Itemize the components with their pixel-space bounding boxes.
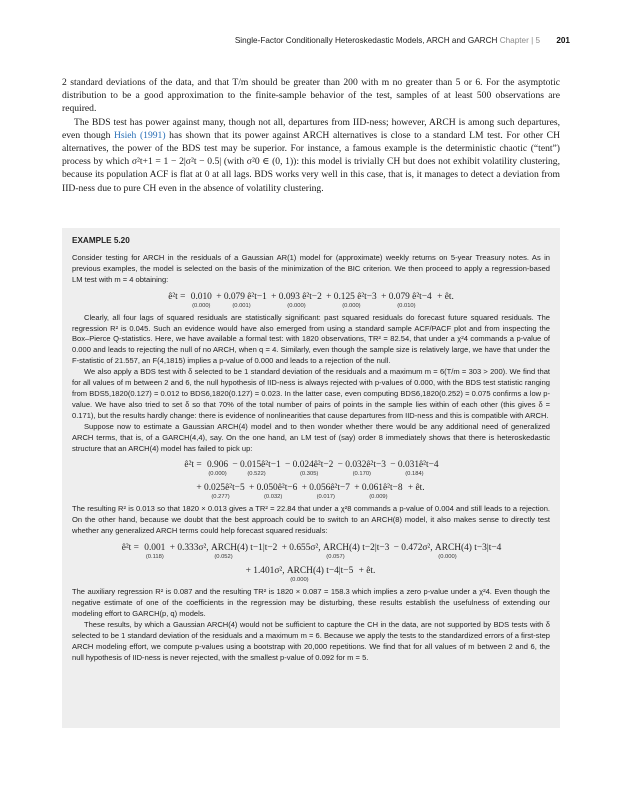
eq1-tail: + êt.: [437, 291, 454, 302]
eq2-term: + 0.061ê²t−8 (0.009): [354, 483, 403, 501]
paragraph-2-a: The BDS test has power against many, though not all, departures from IID-ness; however, ARCH is among such departures, even though: [62, 116, 560, 141]
eq3-term: + 0.655σ², ARCH(4) t−2|t−3 (0.057): [281, 543, 390, 561]
eq2-term: + 0.025ê²t−5 (0.277): [196, 483, 245, 501]
eq1-lhs: ê²t =: [168, 291, 186, 302]
eq1-term: + 0.125 ê²t−3 (0.000): [326, 291, 377, 309]
header-title: Single-Factor Conditionally Heteroskedastic Models, ARCH and GARCH: [234, 36, 498, 45]
equation-3a: [72, 542, 550, 560]
page-number: 201: [556, 36, 570, 45]
example-title: EXAMPLE 5.20: [72, 236, 130, 245]
eq2-term: − 0.024ê²t−2 (0.305): [285, 460, 334, 478]
example-box: [62, 228, 560, 728]
equation-3b: [72, 565, 550, 583]
running-header: [0, 36, 570, 45]
main-text: [62, 76, 560, 195]
eq1-term: 0.010 (0.000): [190, 291, 212, 309]
eq1-term: + 0.079 ê²t−4 (0.010): [381, 291, 432, 309]
example-paragraph-2: Clearly, all four lags of squared residuals are statistically significant: past squared residuals do forecast future squared residuals. The regression R² is 0.045. Such an evidence would have also emerged from using a standard sample ACF/PACF plot and from inspecting the Box–Pierce Q-statistics. Here, we have available a formal test: with 1820 observations, TR² = 82.54, that under a χ²4 commands a p-value of 0.000 and leads to rejecting the null of no ARCH, when q = 4. Similarly, even though the sample size is relatively large, we have that under the F-statistic of 21.557, an F(4,1815) implies a p-value of 0.000 and leads to a rejection of the null.: [72, 312, 550, 366]
eq3-tail: + êt.: [358, 566, 376, 577]
eq1-term: + 0.079 ê²t−1 (0.001): [216, 291, 267, 309]
eq2-term: − 0.031ê²t−4 (0.184): [390, 460, 439, 478]
eq3-term: 0.001 (0.118): [144, 543, 166, 561]
equation-2b: [72, 482, 550, 500]
equation-2a: [72, 459, 550, 477]
eq1-term: + 0.093 ê²t−2 (0.000): [271, 291, 322, 309]
paragraph-2-b: has shown that its power against ARCH alternatives is close to a standard LM test. For other CH alternatives, the power of the BDS test may be superior. For instance, a famous example is the deterministic chaotic (“tent”) process by which σ²t+1 = 1 − 2|σ²t − 0.5| (with σ²0 ∈ (0, 1)): this model is trivially CH but does not exhibit volatility clustering, because its population ACF is flat at 0 at all lags. BDS works very well in this case, that is, it manages to detect a deviation from IID-ness due to pure CH even in the absence of volatility clustering.: [62, 129, 561, 194]
example-paragraph-5: The resulting R² is 0.013 so that 1820 × 0.013 gives a TR² = 22.84 that under a χ²8 commands a p-value of 0.004 and still leads to a rejection. On the other hand, because we doubt that the best approach could be to switch to an ARCH(8) model, it also makes sense to directly test whether any generalized ARCH terms could help forecast squared residuals:: [72, 504, 550, 536]
eq3-term: + 1.401σ², ARCH(4) t−4|t−5 (0.000): [245, 566, 354, 584]
eq3-lhs: ê²t =: [121, 543, 139, 554]
eq3-term: − 0.472σ², ARCH(4) t−3|t−4 (0.000): [393, 543, 502, 561]
eq2-term: − 0.032ê²t−3 (0.170): [337, 460, 386, 478]
eq2-term: 0.906 (0.000): [206, 460, 229, 478]
eq2-term: + 0.050ê²t−6 (0.032): [249, 483, 298, 501]
example-paragraph-6: The auxiliary regression R² is 0.087 and the resulting TR² is 1820 × 0.087 = 158.3 which implies a zero p-value under a χ²4. Even though the negative estimate of one of the coefficients in the regression may be disturbing, these results establish the usefulness of extending our modeling effort to GARCH(p, q) models.: [72, 587, 550, 618]
example-paragraph-1: Consider testing for ARCH in the residuals of a Gaussian AR(1) model for (approximate) weekly returns on 5-year Treasury notes. As in previous examples, the model is selected on the basis of the minimization of the BIC criterion. We then proceed to apply a regression-based LM test with m = 4 obtaining:: [72, 252, 550, 284]
paragraph-1: 2 standard deviations of the data, and that T/m should be greater than 200 with m no greater than 5 or 6. For the asymptotic distribution to be a good approximation to the finite-sample behavior of the test, samples of at least 500 observations are required.: [62, 77, 560, 115]
example-paragraph-7: These results, by which a Gaussian ARCH(4) would not be sufficient to capture the CH in the data, are not supported by BDS tests with δ selected to be 1 standard deviation of the residuals and a maximum m = 6. Because we apply the tests to the standardized errors of a first-step ARCH modeling effort, we compute p-values using a bootstrap with 20,000 repetitions. We find that for all values of m between 2 and 6, the null hypothesis of IID-ness is never rejected, with the smallest p-value of 0.092 for m = 5.: [72, 619, 550, 662]
example-paragraph-3: We also apply a BDS test with δ selected to be 1 standard deviation of the residuals and a maximum m = 6(T/m = 303 > 200). We find that for all values of m between 2 and 6, the null hypothesis of IID-ness is always rejected with p-values of 0.000, with the BDS test statistic ranging from BDS5,1820(0.127) = 0.012 to BDS6,1820(0.127) = 0.023. In the latter case, even computing BDS6,1820(0.252) = 0.075 confirms a low p-value. We have also tried to set δ so that 70% of the total number of pairs of points in the sample lies within of each other (this gives δ = 0.171), but the results hardly change: there is evidence of nonlinearities that cause departures from IID-ness and this is compatible with ARCH.: [72, 367, 550, 420]
citation-link-hsieh[interactable]: Hsieh (1991): [113, 129, 166, 141]
example-paragraph-4: Suppose now to estimate a Gaussian ARCH(4) model and to then wonder whether there would be any additional need of generalized ARCH terms, that is, of a GARCH(4,4), say. On the one hand, an LM test of (say) order 8 immediately shows that there is heteroskedastic structure that an ARCH(4) model has failed to pick up:: [72, 421, 550, 453]
header-chapter: Chapter | 5: [499, 36, 541, 45]
eq2-term: − 0.015ê²t−1 (0.522): [232, 460, 281, 478]
equation-1: [72, 291, 550, 309]
eq3-term: + 0.333σ², ARCH(4) t−1|t−2 (0.052): [169, 543, 278, 561]
paragraph-2: [62, 116, 560, 195]
eq2-tail: + êt.: [407, 483, 425, 494]
eq2-term: + 0.056ê²t−7 (0.017): [301, 483, 350, 501]
eq2-lhs: ê²t =: [184, 460, 202, 471]
